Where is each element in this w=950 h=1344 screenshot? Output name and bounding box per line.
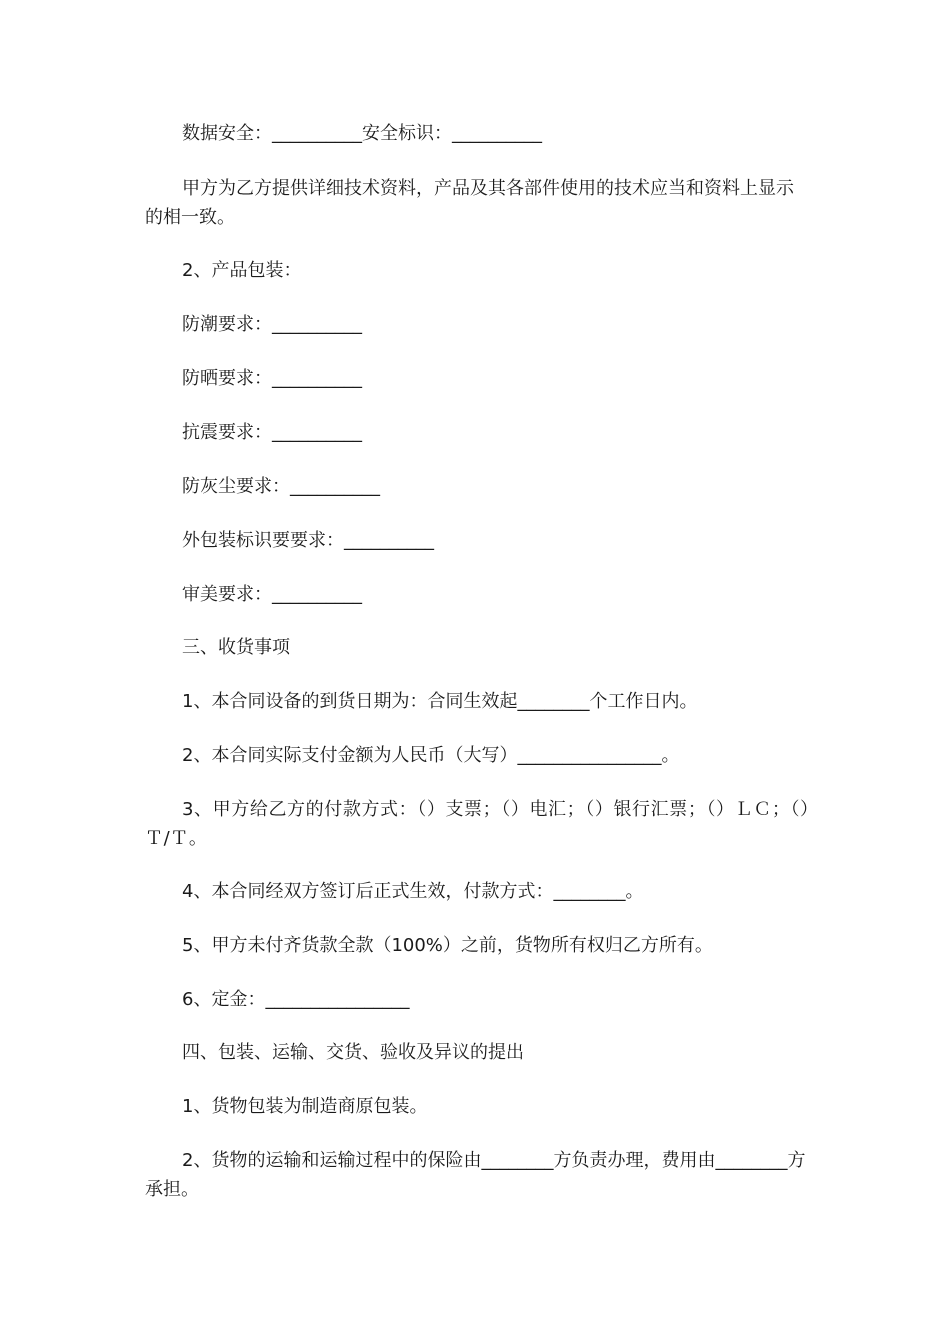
sun-requirement-line: 防晒要求：__________ <box>182 368 362 389</box>
outer-label-requirement-line: 外包装标识要要求：__________ <box>182 530 434 551</box>
transport-insurance-clause: 2、货物的运输和运输过程中的保险由________方负责办理，费用由________方承担。 <box>145 1150 806 1200</box>
delivery-date-clause: 1、本合同设备的到货日期为：合同生效起________个工作日内。 <box>182 691 698 712</box>
product-packaging-heading: 2、产品包装： <box>182 260 302 281</box>
technical-data-paragraph: 甲方为乙方提供详细技术资料，产品及其各部件使用的技术应当和资料上显示的相一致。 <box>145 178 794 228</box>
effective-payment-clause: 4、本合同经双方签订后正式生效，付款方式：________。 <box>182 881 644 902</box>
payment-method-clause: 3、甲方给乙方的付款方式：（）支票；（）电汇；（）银行汇票；（）ＬＣ；（）Ｔ/Ｔ。 <box>145 799 810 849</box>
dust-requirement-line: 防灰尘要求：__________ <box>182 476 380 497</box>
receiving-section-heading: 三、收货事项 <box>182 637 290 658</box>
original-packaging-clause: 1、货物包装为制造商原包装。 <box>182 1096 428 1117</box>
data-security-line: 数据安全：__________安全标识：__________ <box>182 123 542 144</box>
deposit-clause: 6、定金：________________ <box>182 989 410 1010</box>
moisture-requirement-line: 防潮要求：__________ <box>182 314 362 335</box>
payment-amount-clause: 2、本合同实际支付金额为人民币（大写）________________。 <box>182 745 680 766</box>
aesthetic-requirement-line: 审美要求：__________ <box>182 584 362 605</box>
shock-requirement-line: 抗震要求：__________ <box>182 422 362 443</box>
packaging-transport-heading: 四、包装、运输、交货、验收及异议的提出 <box>182 1042 524 1063</box>
ownership-clause: 5、甲方未付齐货款全款（100%）之前，货物所有权归乙方所有。 <box>182 935 713 956</box>
